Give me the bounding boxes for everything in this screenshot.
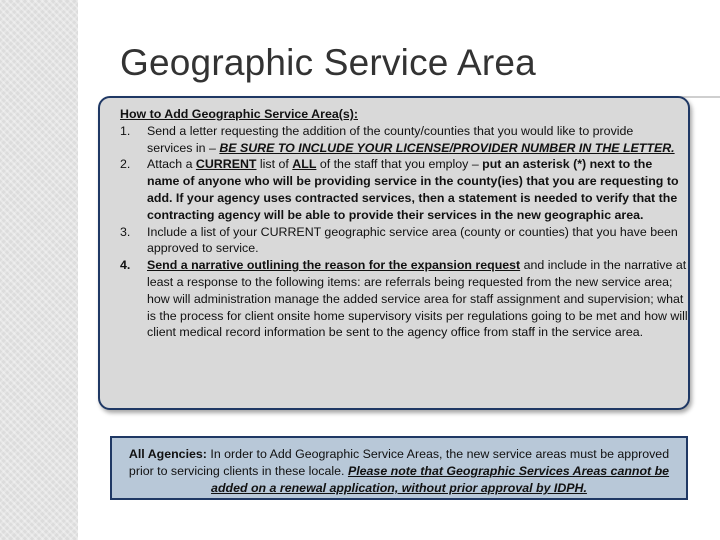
step-text-prefix: services in – xyxy=(147,140,220,155)
step-2 xyxy=(120,156,688,223)
step-number: 4. xyxy=(120,258,131,273)
step-emphasis-all: ALL xyxy=(292,157,317,172)
step-text: Send a letter requesting the addition of the county/counties that you would like to provide xyxy=(147,123,634,138)
notice-box xyxy=(110,436,688,500)
notice-emphasis: Please note that Geographic Services Areas cannot be added on a renewal application, without prior approval by IDPH. xyxy=(211,464,670,495)
decorative-side-band xyxy=(0,0,78,540)
steps-heading: How to Add Geographic Service Area(s): xyxy=(120,107,358,121)
step-number: 1. xyxy=(120,123,131,138)
step-number: 2. xyxy=(120,157,131,172)
step-text: Include a list of your CURRENT geographic service area (county or counties) that you have been approved to service. xyxy=(147,224,678,256)
step-body xyxy=(147,156,688,223)
step-1 xyxy=(120,123,688,157)
step-text: and include in the narrative at least a response to the following items: are referrals being requested from the new service area; how will administration manage the added service area for staff assignment and supervision; what is the process for client onsite home supervisory visits per regulations going to be met and how will client medical record information be sent to the agency office from staff in the service area. xyxy=(147,258,688,340)
step-4 xyxy=(120,257,688,341)
step-emphasis: BE SURE TO INCLUDE YOUR LICENSE/PROVIDER NUMBER IN THE LETTER. xyxy=(219,140,675,155)
step-emphasis: Send a narrative outlining the reason for the expansion request xyxy=(147,258,521,273)
step-body xyxy=(147,123,688,157)
step-text-continued xyxy=(147,140,688,157)
step-3 xyxy=(120,224,688,258)
steps-content xyxy=(120,106,688,341)
step-body xyxy=(147,257,688,341)
notice-text: In order to Add Geographic Service Areas, the new service areas must be approved prior to servicing clients in these locale. xyxy=(128,447,670,478)
step-emphasis-current: CURRENT xyxy=(195,157,257,172)
step-text: Attach a xyxy=(147,157,196,172)
page-title: Geographic Service Area xyxy=(120,42,536,83)
notice-label: All Agencies: xyxy=(128,447,207,461)
step-text: list of xyxy=(256,157,293,172)
step-text: of the staff that you employ – xyxy=(316,157,483,172)
step-number: 3. xyxy=(120,224,131,239)
step-emphasis: put an asterisk (*) next to the name of anyone who will be providing service in the county(ies) that you are requesting to add. If your agency uses contracted services, then a statement is needed to verify that the contracting agency will be able to provide their services in the new geographic area. xyxy=(147,157,679,222)
